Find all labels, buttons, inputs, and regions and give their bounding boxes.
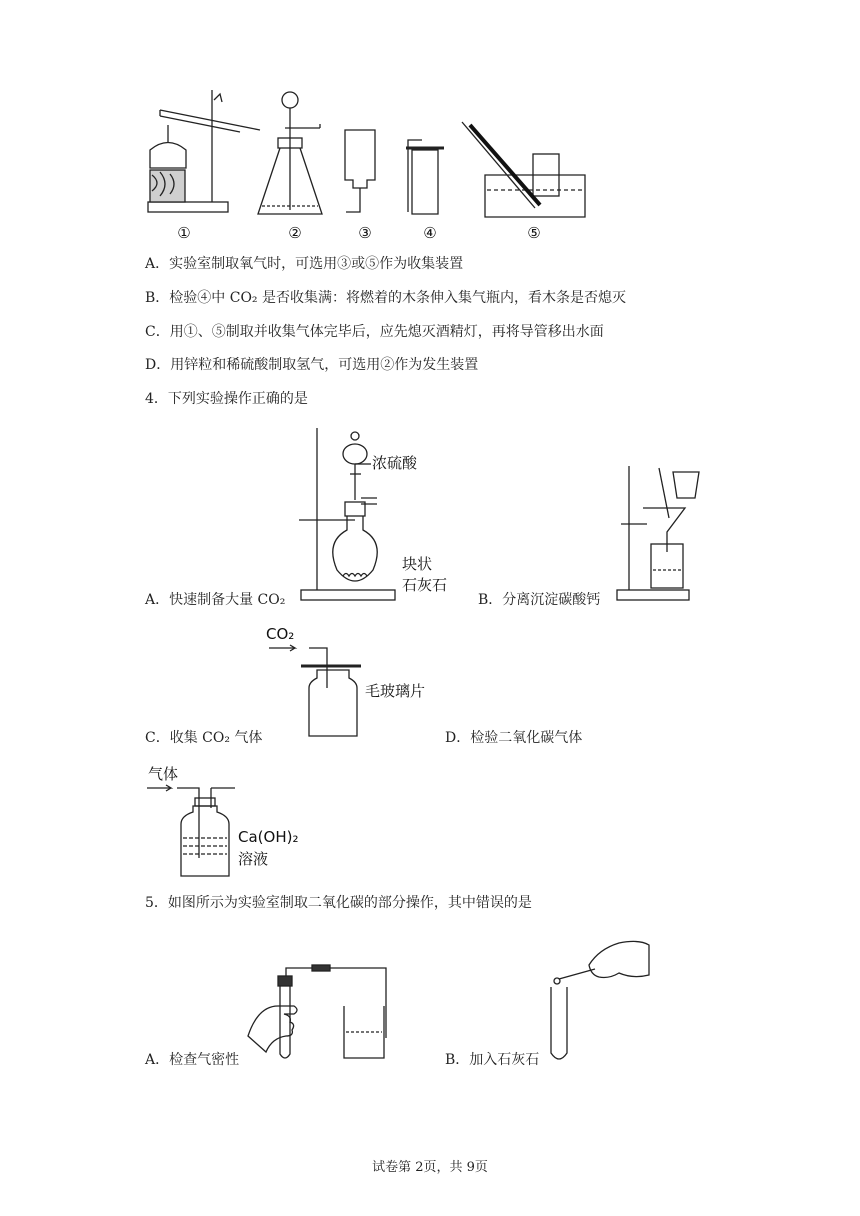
q5-option-a: A．检查气密性 bbox=[145, 1052, 240, 1068]
q4c-label-gas: CO₂ bbox=[266, 625, 295, 643]
q4a-label-acid: 浓硫酸 bbox=[372, 454, 418, 472]
q4d-label-sol1: Ca(OH)₂ bbox=[238, 828, 299, 846]
page-footer: 试卷第 2页，共 9页 bbox=[372, 1160, 488, 1175]
q4d-label-sol2: 溶液 bbox=[238, 850, 269, 868]
q5-stem: 5．如图所示为实验室制取二氧化碳的部分操作，其中错误的是 bbox=[145, 895, 532, 911]
q3-option-c: C．用①、⑤制取并收集气体完毕后，应先熄灭酒精灯，再将导管移出水面 bbox=[145, 324, 604, 340]
apparatus-figure bbox=[140, 80, 590, 245]
apparatus-number-4: ④ bbox=[423, 224, 437, 242]
q3-option-b: B．检验④中 CO₂ 是否收集满：将燃着的木条伸入集气瓶内，看木条是否熄灭 bbox=[145, 290, 626, 306]
apparatus-number-1: ① bbox=[177, 224, 191, 242]
q3-option-d: D．用锌粒和稀硫酸制取氢气，可选用②作为发生装置 bbox=[145, 357, 479, 373]
q4-option-d: D．检验二氧化碳气体 bbox=[445, 730, 583, 746]
q4-option-b: B．分离沉淀碳酸钙 bbox=[478, 592, 601, 608]
q4-figure-c bbox=[265, 640, 375, 740]
q3-option-a: A．实验室制取氧气时，可选用③或⑤作为收集装置 bbox=[145, 256, 464, 272]
q4-figure-b bbox=[615, 462, 705, 602]
q5-option-b: B．加入石灰石 bbox=[445, 1052, 540, 1068]
apparatus-number-3: ③ bbox=[358, 224, 372, 242]
q4a-label-solid2: 石灰石 bbox=[402, 576, 448, 594]
q4-option-a: A．快速制备大量 CO₂ bbox=[145, 592, 286, 608]
q4c-label-plate: 毛玻璃片 bbox=[365, 682, 426, 700]
apparatus-number-2: ② bbox=[288, 224, 302, 242]
apparatus-number-5: ⑤ bbox=[527, 224, 541, 242]
q5-figure-b bbox=[545, 935, 650, 1065]
q4a-label-solid1: 块状 bbox=[402, 555, 433, 573]
q4-option-c: C．收集 CO₂ 气体 bbox=[145, 730, 263, 746]
q4d-label-gas: 气体 bbox=[148, 765, 179, 783]
q5-figure-a bbox=[246, 962, 396, 1062]
q4-stem: 4．下列实验操作正确的是 bbox=[145, 391, 308, 407]
